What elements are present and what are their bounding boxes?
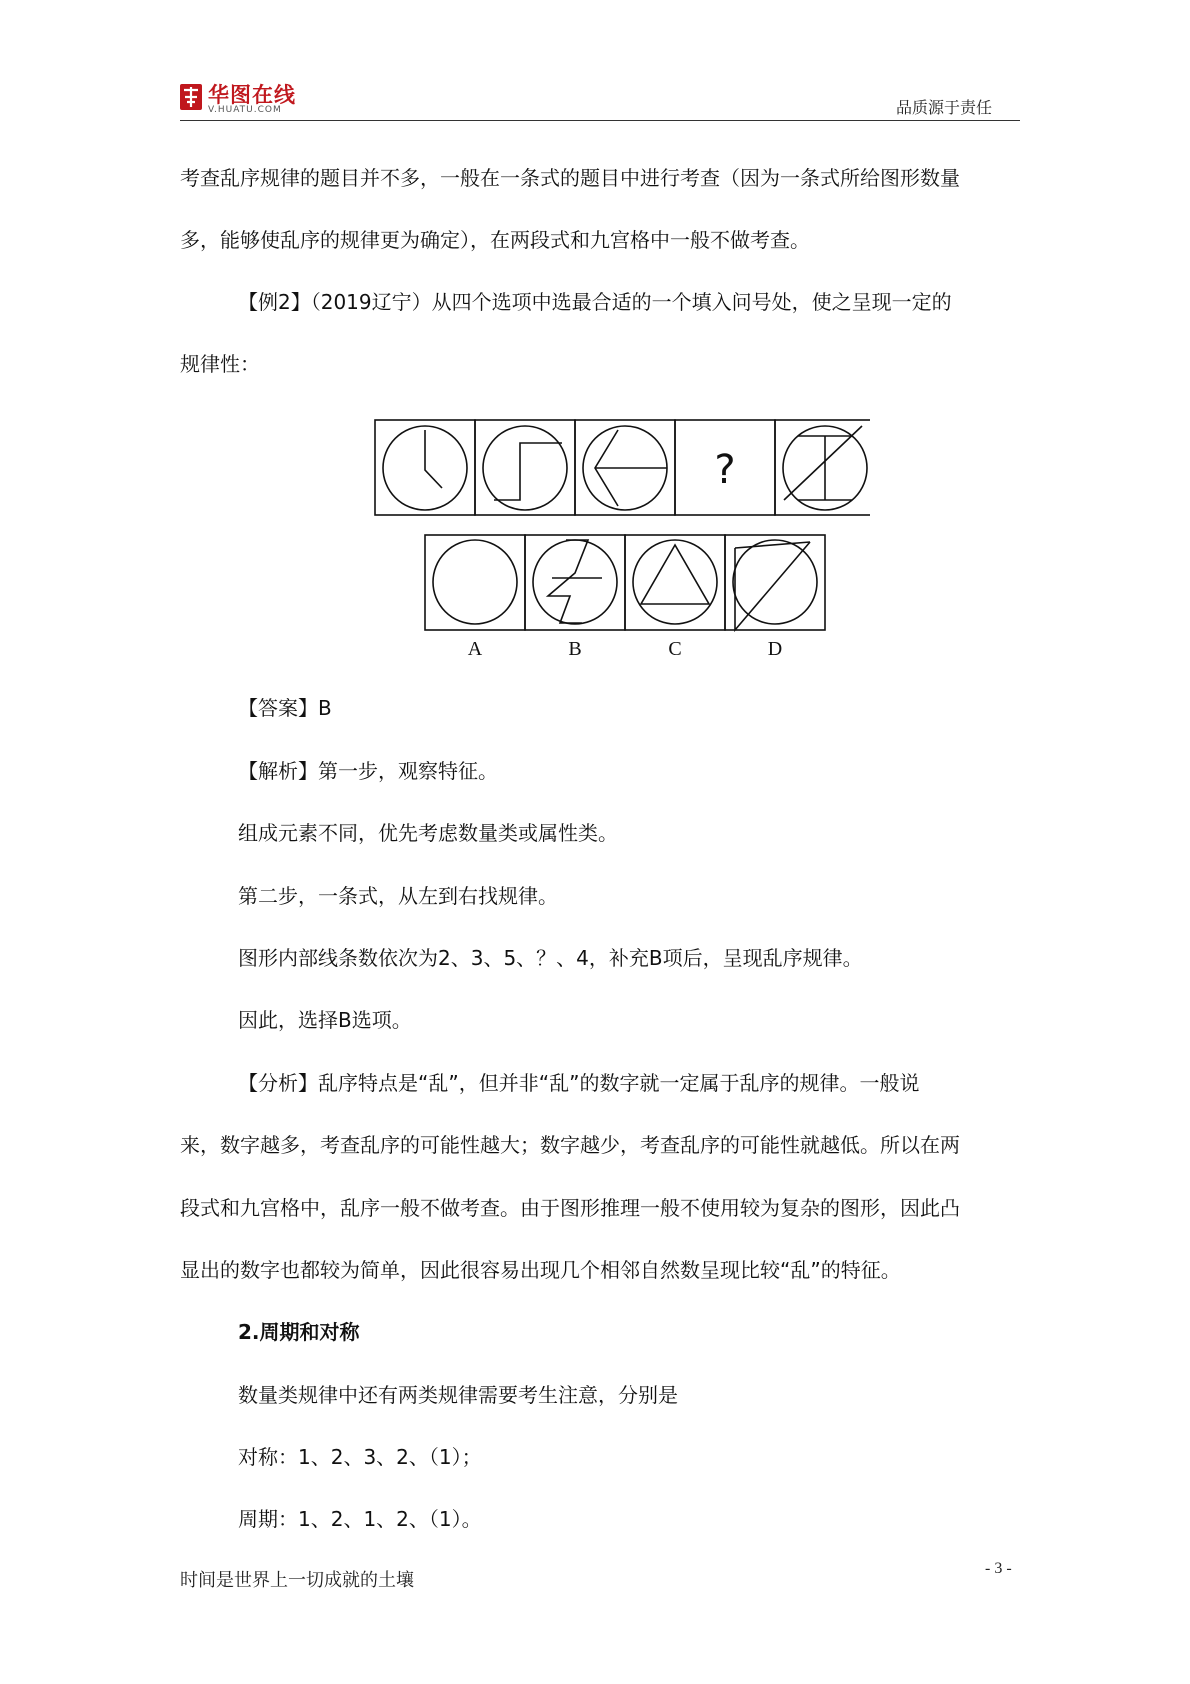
section-heading: 2.周期和对称 [238,1320,360,1344]
logo-text: 华图在线 [208,83,296,107]
commentary-line-4: 显出的数字也都较为简单，因此很容易出现几个相邻自然数呈现比较“乱”的特征。 [180,1258,901,1282]
logo-url: V.HUATU.COM [208,105,282,115]
page-header [180,80,1020,121]
huatu-logo [180,84,296,114]
analysis-step-1: 【解析】第一步，观察特征。 [238,759,498,783]
answer-line: 【答案】B [238,696,332,720]
commentary-line-3: 段式和九宫格中，乱序一般不做考查。由于图形推理一般不使用较为复杂的图形，因此凸 [180,1196,960,1220]
option-box-b [525,535,625,630]
example-title-line-2: 规律性： [180,352,260,376]
logo-mark-icon [180,84,202,110]
option-label-d: D [767,638,783,660]
option-label-c: C [668,638,682,660]
question-mark: ? [714,447,736,493]
option-box-c [625,535,725,630]
option-label-b: B [568,638,582,660]
puzzle-svg [370,418,870,663]
analysis-step-4: 图形内部线条数依次为2、3、5、？、4，补充B项后，呈现乱序规律。 [238,946,863,970]
commentary-line-1: 【分析】乱序特点是“乱”，但并非“乱”的数字就一定属于乱序的规律。一般说 [238,1071,920,1095]
period-line: 周期：1、2、1、2、（1）。 [238,1507,482,1531]
intro-line-1: 考查乱序规律的题目并不多，一般在一条式的题目中进行考查（因为一条式所给图形数量 [180,166,960,190]
page-number: - 3 - [985,1560,1012,1577]
intro-line-2: 多，能够使乱序的规律更为确定），在两段式和九宫格中一般不做考查。 [180,228,810,252]
analysis-step-3: 第二步，一条式，从左到右找规律。 [238,884,558,908]
example-title-line-1: 【例2】（2019辽宁）从四个选项中选最合适的一个填入问号处，使之呈现一定的 [238,290,952,314]
header-motto: 品质源于责任 [895,98,992,117]
option-label-a: A [467,638,483,660]
section-intro: 数量类规律中还有两类规律需要考生注意，分别是 [238,1383,678,1407]
commentary-line-2: 来，数字越多，考查乱序的可能性越大；数字越少，考查乱序的可能性就越低。所以在两 [180,1133,960,1157]
puzzle-figure [370,418,870,667]
symmetry-line: 对称：1、2、3、2、（1）； [238,1445,482,1469]
footer-slogan: 时间是世界上一切成就的土壤 [180,1570,414,1591]
analysis-step-2: 组成元素不同，优先考虑数量类或属性类。 [238,821,618,845]
option-box-a [425,535,525,630]
analysis-step-5: 因此，选择B选项。 [238,1008,412,1032]
question-box-2 [475,420,575,515]
